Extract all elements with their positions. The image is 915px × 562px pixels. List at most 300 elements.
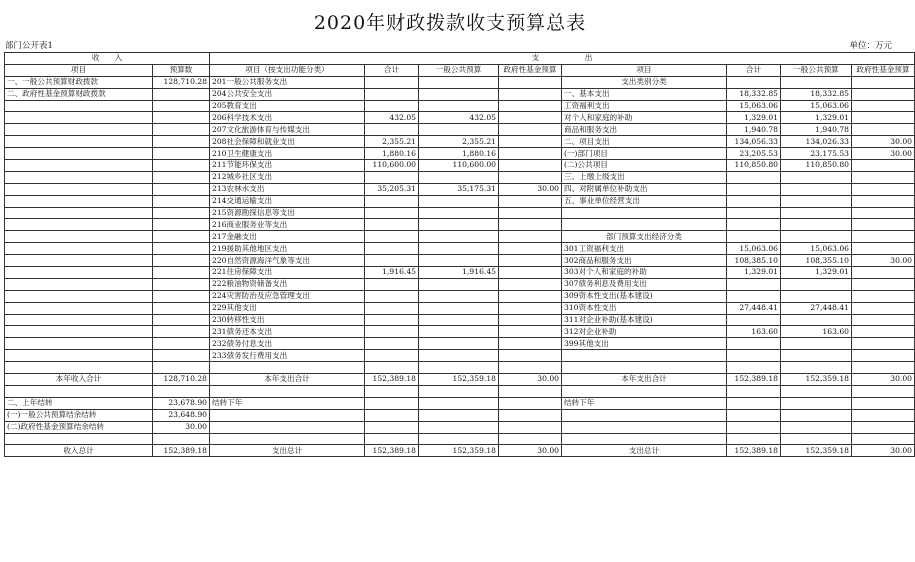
table-cell: [153, 350, 210, 362]
table-cell: [365, 76, 419, 88]
table-cell: 二、项目支出: [562, 136, 727, 148]
table-cell: [562, 433, 727, 445]
table-cell: [727, 385, 781, 397]
table-cell: 30.00: [499, 445, 562, 457]
table-cell: 支出总计: [562, 445, 727, 457]
table-cell: [5, 302, 153, 314]
table-cell: [499, 326, 562, 338]
table-cell: 311对企业补助(基本建设): [562, 314, 727, 326]
table-cell: [419, 278, 499, 290]
table-cell: 152,359.18: [419, 374, 499, 386]
table-cell: [153, 267, 210, 279]
table-cell: 110,850.80: [727, 160, 781, 172]
table-cell: [781, 290, 852, 302]
table-cell: [5, 100, 153, 112]
table-cell: [419, 385, 499, 397]
table-cell: [499, 243, 562, 255]
table-cell: 134,026.33: [781, 136, 852, 148]
table-cell: 30.00: [852, 148, 915, 160]
table-cell: 128,710.28: [153, 76, 210, 88]
table-cell: [781, 278, 852, 290]
table-cell: [499, 278, 562, 290]
table-cell: [499, 338, 562, 350]
table-cell: 30.00: [499, 183, 562, 195]
table-cell: 结转下年: [562, 397, 727, 409]
table-cell: [781, 76, 852, 88]
col-fund2: 政府性基金预算: [852, 64, 915, 76]
table-cell: 301工资福利支出: [562, 243, 727, 255]
table-cell: [499, 136, 562, 148]
table-cell: 30.00: [153, 421, 210, 433]
table-cell: [852, 421, 915, 433]
table-cell: [499, 231, 562, 243]
table-cell: [419, 255, 499, 267]
table-cell: [419, 243, 499, 255]
table-cell: 一、基本支出: [562, 88, 727, 100]
table-cell: 1,916.45: [365, 267, 419, 279]
table-cell: [153, 338, 210, 350]
table-cell: [365, 409, 419, 421]
table-cell: 310资本性支出: [562, 302, 727, 314]
col-general: 一般公共预算: [419, 64, 499, 76]
table-cell: 二、上年结转: [5, 397, 153, 409]
table-cell: 215资源勘探信息等支出: [210, 207, 365, 219]
table-cell: [727, 219, 781, 231]
table-cell: [210, 385, 365, 397]
table-cell: [153, 207, 210, 219]
table-cell: [499, 160, 562, 172]
table-cell: 1,329.01: [781, 112, 852, 124]
col-total: 合计: [365, 64, 419, 76]
table-cell: [5, 278, 153, 290]
table-cell: 232债务付息支出: [210, 338, 365, 350]
table-row: [5, 231, 915, 243]
table-cell: [727, 338, 781, 350]
table-cell: 204公共安全支出: [210, 88, 365, 100]
table-cell: [365, 100, 419, 112]
table-cell: 15,063.06: [781, 243, 852, 255]
table-cell: (二)政府性基金预算结余结转: [5, 421, 153, 433]
table-cell: [419, 433, 499, 445]
table-cell: [499, 385, 562, 397]
table-cell: [153, 433, 210, 445]
table-cell: [5, 338, 153, 350]
table-row: [5, 421, 915, 433]
table-cell: [499, 124, 562, 136]
table-cell: [153, 183, 210, 195]
table-row: [5, 314, 915, 326]
table-cell: [499, 148, 562, 160]
table-cell: 207文化旅游体育与传媒支出: [210, 124, 365, 136]
table-cell: [5, 207, 153, 219]
table-cell: 312对企业补助: [562, 326, 727, 338]
table-row: [5, 112, 915, 124]
table-cell: 对个人和家庭的补助: [562, 112, 727, 124]
table-cell: [153, 385, 210, 397]
table-cell: [365, 88, 419, 100]
table-row: [5, 397, 915, 409]
table-cell: 23,648.90: [153, 409, 210, 421]
table-row: [5, 338, 915, 350]
table-cell: [852, 409, 915, 421]
table-cell: [153, 362, 210, 374]
table-cell: [419, 231, 499, 243]
table-cell: [5, 243, 153, 255]
table-cell: 211节能环保支出: [210, 160, 365, 172]
table-cell: [419, 421, 499, 433]
table-cell: [365, 255, 419, 267]
table-cell: [153, 219, 210, 231]
table-cell: 163.60: [727, 326, 781, 338]
table-cell: [153, 314, 210, 326]
table-cell: [5, 290, 153, 302]
table-cell: 229其他支出: [210, 302, 365, 314]
table-cell: 工资福利支出: [562, 100, 727, 112]
table-row: [5, 76, 915, 88]
table-row: [5, 374, 915, 386]
table-row: [5, 171, 915, 183]
table-cell: 二、政府性基金预算财政拨款: [5, 88, 153, 100]
table-cell: [365, 171, 419, 183]
table-cell: 商品和服务支出: [562, 124, 727, 136]
table-cell: [365, 421, 419, 433]
table-cell: [5, 255, 153, 267]
table-cell: [153, 290, 210, 302]
table-cell: [852, 350, 915, 362]
table-cell: 部门预算支出经济分类: [562, 231, 727, 243]
table-cell: [727, 76, 781, 88]
table-cell: (二)公共项目: [562, 160, 727, 172]
table-cell: [153, 278, 210, 290]
table-cell: [153, 195, 210, 207]
table-cell: [499, 255, 562, 267]
table-cell: [852, 243, 915, 255]
table-cell: [419, 76, 499, 88]
table-cell: [365, 243, 419, 255]
table-cell: 本年支出合计: [210, 374, 365, 386]
table-cell: [852, 88, 915, 100]
table-cell: [727, 231, 781, 243]
table-cell: 152,359.18: [781, 445, 852, 457]
table-cell: 27,448.41: [781, 302, 852, 314]
table-row: [5, 409, 915, 421]
table-cell: [852, 124, 915, 136]
budget-rows: [5, 76, 915, 457]
table-cell: [365, 207, 419, 219]
table-cell: [153, 243, 210, 255]
table-cell: [727, 290, 781, 302]
table-cell: 35,175.31: [419, 183, 499, 195]
table-cell: 152,389.18: [727, 445, 781, 457]
table-cell: [499, 350, 562, 362]
table-cell: 15,063.06: [727, 243, 781, 255]
table-cell: [153, 88, 210, 100]
table-cell: 222粮油物资储备支出: [210, 278, 365, 290]
table-row: [5, 207, 915, 219]
table-cell: [5, 124, 153, 136]
table-cell: [210, 433, 365, 445]
header-row-group: [5, 53, 915, 65]
table-cell: [727, 171, 781, 183]
table-cell: 214交通运输支出: [210, 195, 365, 207]
table-cell: [153, 112, 210, 124]
table-cell: 208社会保障和就业支出: [210, 136, 365, 148]
table-cell: 108,355.10: [781, 255, 852, 267]
table-cell: 三、上缴上级支出: [562, 171, 727, 183]
table-row: [5, 445, 915, 457]
table-number: 部门公开表1: [5, 41, 53, 51]
table-cell: [499, 195, 562, 207]
table-cell: [562, 219, 727, 231]
table-cell: [5, 112, 153, 124]
table-cell: 210卫生健康支出: [210, 148, 365, 160]
table-cell: [781, 219, 852, 231]
table-row: [5, 88, 915, 100]
table-cell: 201一般公共服务支出: [210, 76, 365, 88]
table-cell: 1,940.78: [727, 124, 781, 136]
table-cell: 219援助其他地区支出: [210, 243, 365, 255]
table-cell: [727, 409, 781, 421]
table-cell: [781, 195, 852, 207]
table-cell: [210, 421, 365, 433]
table-cell: [419, 409, 499, 421]
table-cell: [781, 421, 852, 433]
table-cell: [153, 326, 210, 338]
table-cell: [499, 302, 562, 314]
table-cell: [5, 160, 153, 172]
table-cell: 205教育支出: [210, 100, 365, 112]
table-cell: [419, 88, 499, 100]
table-cell: [153, 255, 210, 267]
table-cell: [153, 160, 210, 172]
table-cell: [781, 314, 852, 326]
table-cell: 2,355.21: [365, 136, 419, 148]
table-cell: [727, 433, 781, 445]
table-cell: [562, 385, 727, 397]
table-cell: 432.05: [419, 112, 499, 124]
expense-header: 支 出: [210, 53, 915, 65]
table-cell: [365, 314, 419, 326]
table-cell: [5, 148, 153, 160]
table-cell: 303对个人和家庭的补助: [562, 267, 727, 279]
table-cell: [727, 397, 781, 409]
table-cell: [781, 183, 852, 195]
table-cell: 30.00: [852, 374, 915, 386]
table-cell: 23,175.53: [781, 148, 852, 160]
table-cell: [365, 326, 419, 338]
table-cell: [852, 338, 915, 350]
table-cell: 231债务还本支出: [210, 326, 365, 338]
table-cell: [852, 302, 915, 314]
table-cell: [499, 314, 562, 326]
table-cell: [499, 433, 562, 445]
table-cell: [499, 397, 562, 409]
table-cell: [852, 76, 915, 88]
table-cell: [5, 183, 153, 195]
table-cell: [5, 267, 153, 279]
table-cell: [781, 171, 852, 183]
table-cell: [852, 207, 915, 219]
table-cell: [5, 314, 153, 326]
table-row: [5, 385, 915, 397]
table-cell: 307债务利息及费用支出: [562, 278, 727, 290]
table-cell: 217金融支出: [210, 231, 365, 243]
income-header: 收 入: [5, 53, 210, 65]
table-cell: 30.00: [852, 136, 915, 148]
table-cell: [365, 290, 419, 302]
table-cell: [562, 409, 727, 421]
table-cell: 本年支出合计: [562, 374, 727, 386]
table-cell: [153, 100, 210, 112]
table-cell: [852, 219, 915, 231]
table-cell: [153, 171, 210, 183]
table-cell: [781, 231, 852, 243]
table-cell: (一)一般公共预算结余结转: [5, 409, 153, 421]
table-row: [5, 433, 915, 445]
table-cell: [5, 171, 153, 183]
col-item2: 项目: [562, 64, 727, 76]
table-cell: [852, 362, 915, 374]
table-cell: 35,205.31: [365, 183, 419, 195]
table-cell: [727, 207, 781, 219]
table-cell: [499, 290, 562, 302]
table-cell: [419, 362, 499, 374]
table-cell: 163.60: [781, 326, 852, 338]
table-cell: 1,916.45: [419, 267, 499, 279]
table-cell: [365, 338, 419, 350]
table-cell: 支出总计: [210, 445, 365, 457]
table-cell: [153, 124, 210, 136]
table-cell: [499, 421, 562, 433]
table-cell: 一、一般公共预算财政拨款: [5, 76, 153, 88]
table-cell: 152,389.18: [365, 445, 419, 457]
table-cell: [727, 278, 781, 290]
table-cell: [365, 278, 419, 290]
table-cell: 152,359.18: [419, 445, 499, 457]
table-cell: [153, 148, 210, 160]
table-cell: [781, 207, 852, 219]
table-cell: 1,329.01: [727, 267, 781, 279]
table-cell: [727, 362, 781, 374]
table-cell: [852, 433, 915, 445]
table-cell: (一)部门项目: [562, 148, 727, 160]
table-cell: 1,329.01: [781, 267, 852, 279]
table-cell: 18,332.85: [727, 88, 781, 100]
table-cell: [365, 302, 419, 314]
table-cell: [499, 112, 562, 124]
table-cell: [852, 290, 915, 302]
table-cell: 15,063.06: [727, 100, 781, 112]
unit-label: 单位：万元: [849, 41, 892, 51]
table-cell: 216商业服务业等支出: [210, 219, 365, 231]
table-cell: [419, 195, 499, 207]
table-cell: [852, 171, 915, 183]
table-cell: 152,359.18: [781, 374, 852, 386]
table-cell: [419, 314, 499, 326]
table-cell: [781, 409, 852, 421]
table-row: [5, 160, 915, 172]
table-cell: [499, 207, 562, 219]
table-cell: [419, 397, 499, 409]
table-cell: [365, 362, 419, 374]
table-cell: [852, 112, 915, 124]
table-cell: [5, 231, 153, 243]
table-cell: [365, 385, 419, 397]
table-cell: [419, 219, 499, 231]
report-title: 2020年财政拨款收支预算总表: [313, 12, 587, 34]
table-cell: [419, 302, 499, 314]
table-cell: [419, 350, 499, 362]
table-row: [5, 148, 915, 160]
table-cell: [419, 171, 499, 183]
table-cell: [852, 397, 915, 409]
table-cell: [499, 267, 562, 279]
table-row: [5, 267, 915, 279]
table-cell: [153, 136, 210, 148]
table-cell: [562, 350, 727, 362]
table-cell: 30.00: [499, 374, 562, 386]
table-cell: [5, 350, 153, 362]
table-cell: 128,710.28: [153, 374, 210, 386]
table-cell: [365, 219, 419, 231]
table-cell: [781, 362, 852, 374]
table-cell: 30.00: [852, 255, 915, 267]
table-cell: 2,355.21: [419, 136, 499, 148]
table-cell: 收入总计: [5, 445, 153, 457]
table-row: [5, 219, 915, 231]
table-cell: [852, 195, 915, 207]
table-cell: [727, 350, 781, 362]
table-cell: 23,205.53: [727, 148, 781, 160]
table-cell: 399其他支出: [562, 338, 727, 350]
table-cell: [419, 338, 499, 350]
table-cell: [781, 385, 852, 397]
table-row: [5, 243, 915, 255]
col-item: 项目: [5, 64, 153, 76]
table-cell: [499, 100, 562, 112]
col-func-item: 项目（按支出功能分类）: [210, 64, 365, 76]
table-cell: [365, 350, 419, 362]
table-cell: 15,063.06: [781, 100, 852, 112]
table-cell: [499, 171, 562, 183]
table-cell: 206科学技术支出: [210, 112, 365, 124]
table-cell: [852, 160, 915, 172]
table-row: [5, 100, 915, 112]
table-cell: [852, 267, 915, 279]
table-cell: [499, 88, 562, 100]
table-cell: [852, 231, 915, 243]
table-cell: [852, 385, 915, 397]
table-cell: [499, 409, 562, 421]
table-cell: [852, 326, 915, 338]
table-cell: [781, 433, 852, 445]
table-cell: 152,389.18: [153, 445, 210, 457]
table-cell: 233债务发行费用支出: [210, 350, 365, 362]
table-cell: [852, 100, 915, 112]
table-cell: [365, 397, 419, 409]
table-cell: [727, 421, 781, 433]
table-cell: 18,332.85: [781, 88, 852, 100]
table-cell: 110,600.00: [365, 160, 419, 172]
table-cell: 108,385.10: [727, 255, 781, 267]
table-row: [5, 278, 915, 290]
table-cell: [419, 290, 499, 302]
table-cell: [419, 326, 499, 338]
table-cell: 134,056.33: [727, 136, 781, 148]
table-cell: [5, 362, 153, 374]
table-cell: [727, 314, 781, 326]
table-cell: [781, 350, 852, 362]
